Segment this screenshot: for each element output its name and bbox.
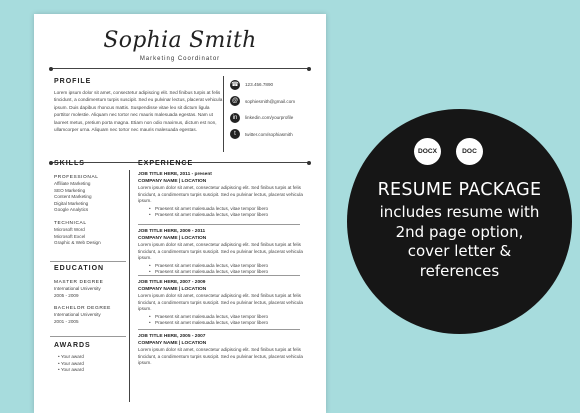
experience-title: EXPERIENCE	[138, 160, 194, 167]
skill-item: Content Marketing	[54, 194, 92, 200]
job-separator	[138, 224, 300, 225]
email-icon: @	[231, 98, 239, 104]
company-name: COMPANY NAME | LOCATION	[138, 235, 207, 241]
job-description: Lorem ipsum dolor sit amet, consectetur adipiscing elit. Sed finibus turpis at felis tincidunt, a condimentum turpis suscipit. Sed eu pulvinar lectus, placerat vehicula ipsum.	[138, 293, 303, 312]
degree: BACHELOR DEGREE	[54, 306, 111, 312]
award-label: Your award	[60, 360, 84, 366]
skills-professional-label: PROFESSIONAL	[54, 175, 99, 180]
doc-badge: DOC	[456, 138, 483, 165]
phone-icon: ☎	[230, 80, 240, 90]
skill-item: Affiliate Marketing	[54, 181, 91, 186]
education-rule	[50, 336, 126, 337]
job-bullet: • Praesent sit amet malesuada lectus, vitae tempor libero	[138, 212, 310, 218]
award-label: Your award	[60, 367, 84, 373]
header-rule	[50, 68, 310, 69]
skill-item: Google Analytics	[54, 207, 89, 213]
company-name: COMPANY NAME | LOCATION	[138, 340, 207, 346]
mid-dot-right	[307, 161, 311, 165]
contact-row	[230, 111, 293, 124]
job-title: JOB TITLE HERE, 2011 - present	[138, 172, 212, 177]
award-item: • Your award	[58, 354, 84, 359]
job-separator	[138, 329, 300, 330]
job-description: Lorem ipsum dolor sit amet, consectetur adipiscing elit. Sed finibus turpis at felis tincidunt, a condimentum turpis suscipit. Sed eu pulvinar lectus, placerat vehicula ipsum.	[138, 347, 303, 366]
award-label: Your award	[60, 354, 84, 359]
job-bullets	[138, 314, 310, 327]
company-name: COMPANY NAME | LOCATION	[138, 286, 207, 292]
job-title: JOB TITLE HERE, 2009 - 2011	[138, 229, 206, 234]
mid-dot-left	[49, 161, 53, 165]
skill-item: Graphic & Web Design	[54, 240, 101, 246]
job-bullet: • Praesent sit amet malesuada lectus, vitae tempor libero	[138, 206, 310, 212]
skill-item: SEO Marketing	[54, 187, 86, 193]
skills-rule	[50, 261, 126, 262]
resume-subtitle: Marketing Coordinator	[139, 56, 221, 62]
school: International University	[54, 312, 101, 318]
resume-page	[34, 14, 326, 413]
resume-name: Sophia Smith	[103, 28, 257, 53]
job-separator	[138, 275, 300, 276]
contact-text: twitter.com/sophiasmith	[245, 131, 293, 137]
job-entry	[138, 280, 310, 327]
education-title: EDUCATION	[54, 265, 105, 272]
promo-line: includes resume with	[379, 203, 540, 221]
contact-text: linkedin.com/yourprofile	[245, 115, 294, 120]
years: 2001 - 2005	[54, 318, 79, 324]
promo-line: cover letter &	[407, 242, 512, 260]
education-entry	[54, 305, 126, 325]
job-entry	[138, 229, 310, 276]
promo-line: 2nd page option,	[395, 222, 524, 241]
contact-text: sophiesmith@gmail.com	[245, 98, 296, 104]
job-bullet: • Praesent sit amet malesuada lectus, vitae tempor libero	[138, 314, 310, 320]
award-item: • Your award	[58, 367, 84, 373]
job-title: JOB TITLE HERE, 2007 - 2009	[138, 280, 206, 285]
contact-text: 123.456.7890	[245, 82, 274, 87]
company-name: COMPANY NAME | LOCATION	[138, 178, 207, 184]
school: International University	[54, 286, 101, 291]
contact-row	[230, 128, 293, 141]
profile-title: PROFILE	[54, 78, 92, 85]
promo-line: references	[419, 261, 500, 280]
skill-item: Microsoft Excel	[54, 233, 86, 239]
profile-divider	[223, 76, 224, 152]
rule-dot-left	[49, 67, 53, 71]
award-item: • Your award	[58, 360, 84, 366]
job-bullet: • Praesent sit amet malesuada lectus, vitae tempor libero	[138, 320, 310, 326]
skill-item: Microsoft Word	[54, 226, 85, 232]
job-bullets	[138, 263, 310, 276]
job-description: Lorem ipsum dolor sit amet, consectetur adipiscing elit. Sed finibus turpis at felis tincidunt, a condimentum turpis suscipit. Sed eu pulvinar lectus, placerat vehicula ipsum.	[138, 185, 303, 204]
column-divider	[129, 170, 130, 402]
job-description: Lorem ipsum dolor sit amet, consectetur adipiscing elit. Sed finibus turpis at felis tincidunt, a condimentum turpis suscipit. Sed eu pulvinar lectus, placerat vehicula ipsum.	[138, 242, 303, 261]
skills-technical-label: TECHNICAL	[54, 220, 87, 226]
job-title: JOB TITLE HERE, 2005 - 2007	[138, 334, 206, 339]
docx-badge: DOCX	[414, 138, 441, 165]
awards-title: AWARDS	[54, 342, 91, 349]
skills-title: SKILLS	[54, 160, 85, 167]
rule-dot-right	[307, 67, 311, 71]
skills-block	[54, 174, 126, 247]
job-entry	[138, 334, 310, 367]
linkedin-icon: in	[230, 113, 240, 123]
skill-item: Digital Marketing	[54, 200, 89, 206]
education-entry	[54, 279, 126, 299]
job-bullets	[138, 206, 310, 219]
contact-row	[230, 95, 295, 108]
degree: MASTER DEGREE	[54, 280, 104, 285]
job-bullet: • Praesent sit amet malesuada lectus, vitae tempor libero	[138, 263, 310, 269]
twitter-icon: t	[230, 129, 240, 139]
years: 2005 - 2009	[54, 292, 79, 298]
profile-text: Lorem ipsum dolor sit amet, consectetur adipiscing elit. Sed finibus turpis at felis tincidunt, a condimentum turpis suscipit. Sed eu pulvinar lectus, placerat vehicula ipsum. Duis dapibus rhoncus mattis. Suspendisse vitae leo sit dictum ligula porttitor molestie. Aliquam nec tortor nec mauris malesuada egestas. Nam ut laoreet metus, pretium porta magna. Etiam non odio maximus, dictum est non, ullamcorper urna. Aliquam nec tortor nec mauris malesuada egestas.	[54, 90, 223, 133]
job-bullet: • Praesent sit amet malesuada lectus, vitae tempor libero	[138, 269, 310, 275]
contact-row	[230, 78, 273, 91]
job-entry	[138, 172, 310, 219]
promo-headline: RESUME PACKAGE	[377, 180, 542, 200]
